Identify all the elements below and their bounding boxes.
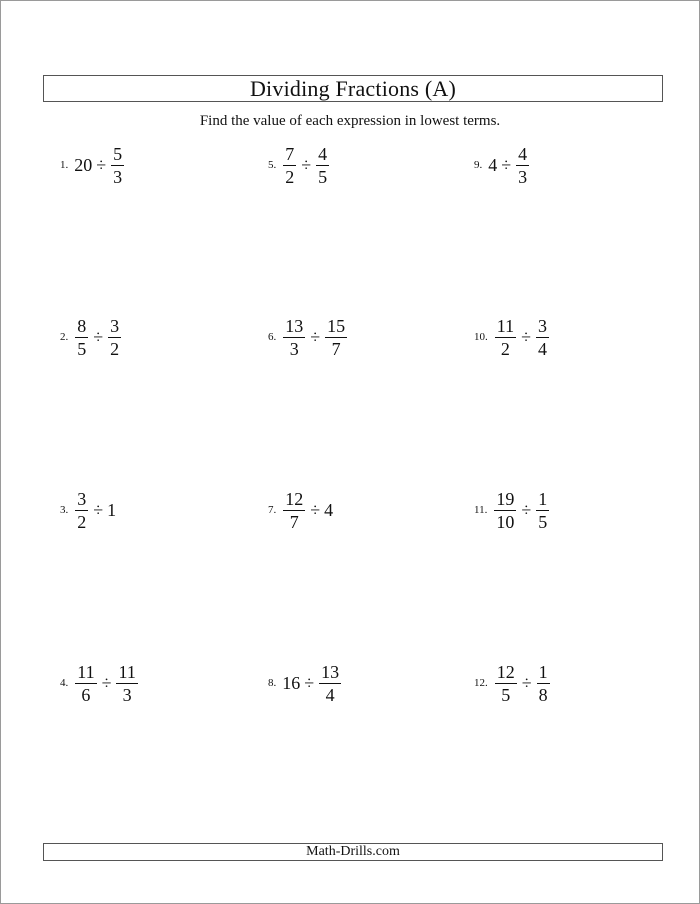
numerator: 13 (285, 315, 304, 336)
denominator: 2 (500, 338, 510, 359)
numerator: 11 (77, 661, 95, 682)
footer-text: Math-Drills.com (306, 844, 400, 859)
problem-item (474, 315, 551, 359)
denominator: 2 (77, 511, 87, 532)
problem-item (268, 315, 349, 359)
numerator: 5 (113, 143, 123, 164)
division-sign: ÷ (501, 155, 512, 175)
problem-number: 6. (268, 330, 277, 343)
denominator: 5 (77, 338, 87, 359)
numerator: 3 (537, 315, 547, 336)
fraction (536, 317, 549, 358)
denominator: 8 (538, 684, 548, 705)
numerator: 1 (538, 488, 548, 509)
division-sign: ÷ (310, 327, 321, 347)
whole-number: 4 (488, 155, 498, 175)
denominator: 5 (318, 166, 328, 187)
fraction (316, 145, 329, 186)
denominator: 3 (289, 338, 299, 359)
instructions: Find the value of each expression in lowest terms. (199, 113, 501, 129)
denominator: 7 (289, 511, 299, 532)
problem-item (60, 661, 140, 705)
fraction (516, 145, 529, 186)
problem-number: 9. (474, 158, 483, 171)
page-title (43, 75, 663, 102)
division-sign: ÷ (521, 673, 532, 693)
problem-item (60, 488, 117, 532)
whole-number: 1 (107, 500, 117, 520)
denominator: 4 (537, 338, 547, 359)
fraction (75, 663, 96, 704)
fraction (108, 317, 121, 358)
fraction (494, 490, 516, 531)
problem-number: 3. (60, 503, 69, 516)
division-sign: ÷ (101, 673, 112, 693)
denominator: 7 (331, 338, 341, 359)
problem-number: 10. (474, 330, 488, 343)
fraction (75, 490, 88, 531)
division-sign: ÷ (96, 155, 107, 175)
problem-item (268, 661, 343, 705)
denominator: 2 (285, 166, 295, 187)
fraction (495, 317, 516, 358)
problem-item (474, 488, 551, 532)
denominator: 10 (496, 511, 515, 532)
problem-item (268, 143, 331, 187)
division-sign: ÷ (301, 155, 312, 175)
numerator: 4 (318, 143, 328, 164)
numerator: 12 (285, 488, 304, 509)
denominator: 4 (325, 684, 335, 705)
denominator: 5 (501, 684, 511, 705)
problem-number: 1. (60, 158, 69, 171)
denominator: 3 (122, 684, 132, 705)
footer (43, 843, 663, 861)
numerator: 4 (518, 143, 528, 164)
denominator: 3 (518, 166, 528, 187)
problem-item (474, 143, 531, 187)
numerator: 11 (496, 315, 515, 336)
problem-number: 8. (268, 676, 277, 689)
numerator: 11 (118, 661, 136, 682)
problem-item (474, 661, 552, 705)
fraction (111, 145, 124, 186)
numerator: 7 (285, 143, 295, 164)
fraction (536, 490, 549, 531)
problem-item (268, 488, 334, 532)
denominator: 5 (538, 511, 548, 532)
problem-item (60, 143, 126, 187)
division-sign: ÷ (93, 327, 104, 347)
page-title-text: Dividing Fractions (A) (249, 75, 457, 101)
division-sign: ÷ (304, 673, 315, 693)
problem-number: 4. (60, 676, 69, 689)
fraction (116, 663, 137, 704)
denominator: 6 (81, 684, 91, 705)
whole-number: 16 (282, 673, 301, 693)
numerator: 13 (321, 661, 340, 682)
problem-number: 5. (268, 158, 277, 171)
fraction (495, 663, 517, 704)
fraction (319, 663, 341, 704)
fraction (283, 317, 305, 358)
problem-number: 12. (474, 676, 488, 689)
fraction (283, 145, 296, 186)
fraction (75, 317, 88, 358)
numerator: 8 (77, 315, 87, 336)
numerator: 3 (77, 488, 87, 509)
problem-number: 7. (268, 503, 277, 516)
numerator: 1 (538, 661, 548, 682)
whole-number: 4 (324, 500, 334, 520)
problem-item (60, 315, 123, 359)
numerator: 15 (327, 315, 346, 336)
fraction (537, 663, 550, 704)
whole-number: 20 (74, 155, 93, 175)
fraction (283, 490, 305, 531)
numerator: 19 (496, 488, 515, 509)
division-sign: ÷ (521, 500, 532, 520)
division-sign: ÷ (310, 500, 321, 520)
numerator: 3 (110, 315, 120, 336)
problem-number: 11. (474, 503, 488, 516)
problem-number: 2. (60, 330, 69, 343)
denominator: 3 (113, 166, 123, 187)
division-sign: ÷ (93, 500, 104, 520)
numerator: 12 (496, 661, 515, 682)
division-sign: ÷ (521, 327, 531, 347)
denominator: 2 (110, 338, 120, 359)
fraction (325, 317, 347, 358)
